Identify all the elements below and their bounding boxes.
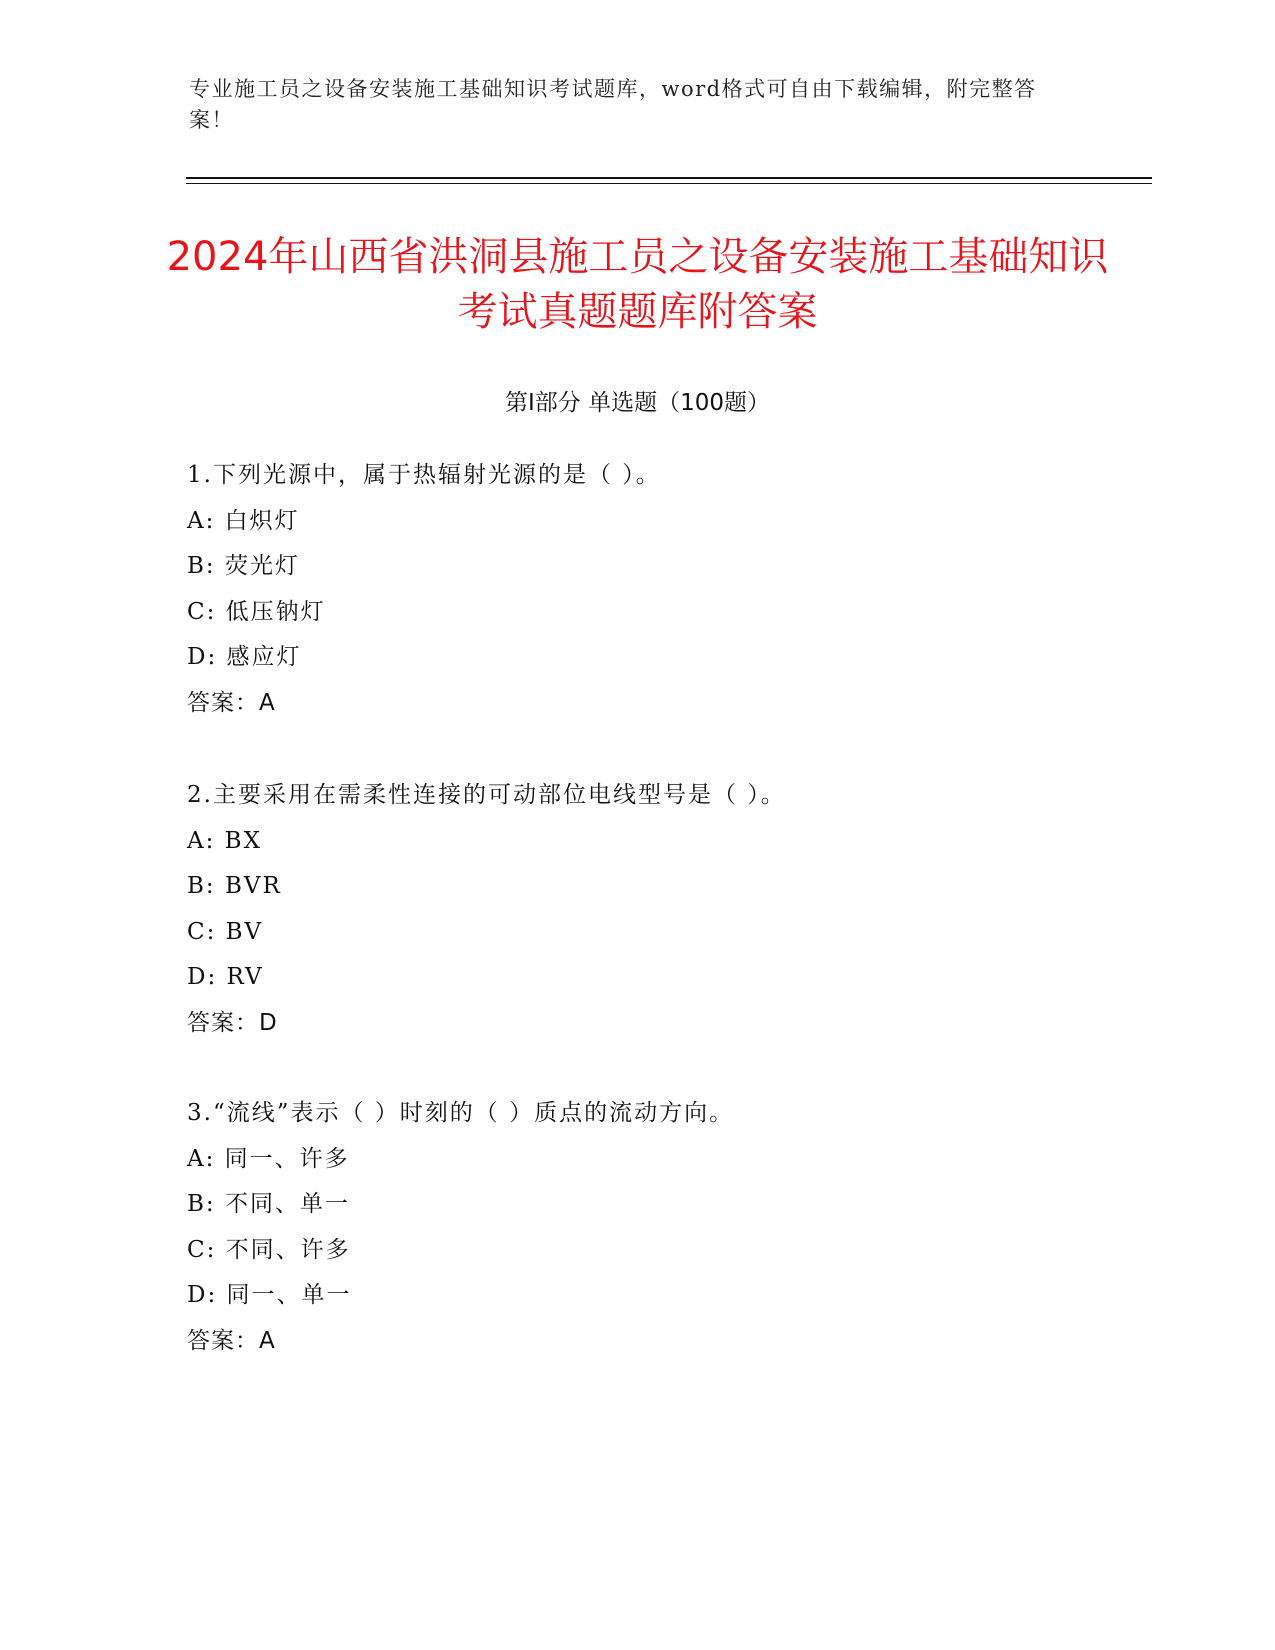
answer: 答案：D [187,1009,278,1036]
option-c: C: BV [187,918,264,945]
answer: 答案：A [187,1327,276,1354]
option-c: C: 低压钠灯 [187,598,326,625]
option-d: D: 同一、单一 [187,1282,352,1308]
option-a: A: 同一、许多 [187,1145,350,1172]
option-d: D: 感应灯 [187,644,302,670]
option-a: A: 白炽灯 [187,507,300,534]
option-a: A: BX [187,827,262,854]
question-block [187,1091,1147,1364]
answer: 答案：A [187,689,276,716]
header-note: 专业施工员之设备安装施工基础知识考试题库，word格式可自由下载编辑，附完整答案！ [189,77,1037,132]
section-title: 第I部分 单选题（100题） [505,390,770,416]
option-b: B: 荧光灯 [187,553,300,579]
option-c: C: 不同、许多 [187,1236,351,1263]
header-divider-thick [186,177,1152,179]
option-b: B: BVR [187,873,282,899]
question-stem: 2.主要采用在需柔性连接的可动部位电线型号是（ ）。 [187,782,786,808]
question-stem: 3.“流线”表示（ ）时刻的（ ）质点的流动方向。 [187,1100,735,1126]
header-divider-thin [186,183,1152,184]
question-block [187,453,1147,726]
document-title: 2024年山西省洪洞县施工员之设备安装施工基础知识考试真题题库附答案 [166,234,1109,335]
question-stem: 1.下列光源中，属于热辐射光源的是（ ）。 [187,462,661,488]
question-block [187,773,1147,1046]
option-d: D: RV [187,964,264,990]
option-b: B: 不同、单一 [187,1191,350,1217]
